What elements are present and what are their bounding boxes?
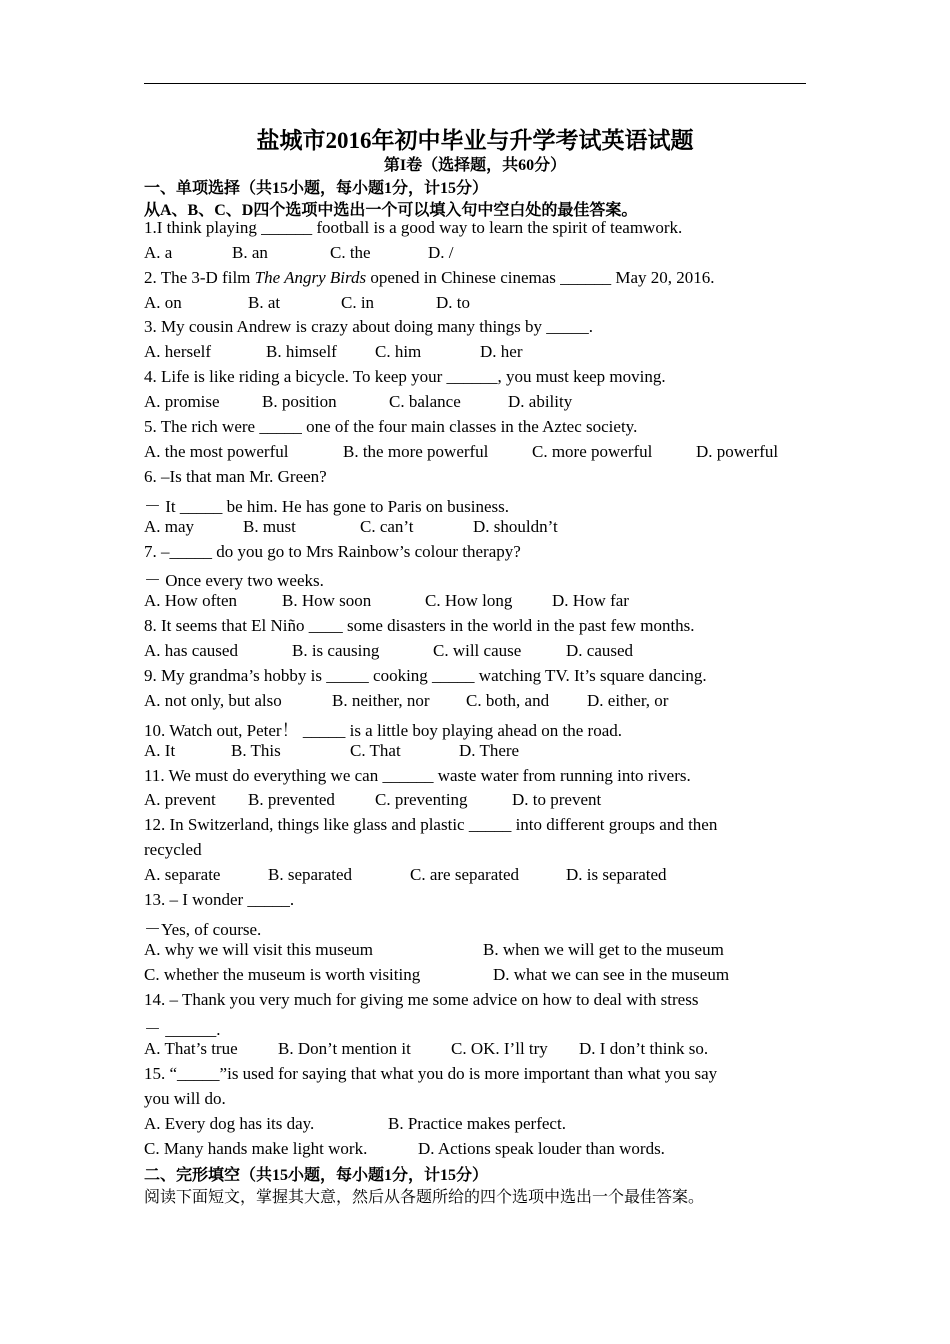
q8-option-a: A. has caused [144,641,238,660]
q11-options [144,790,824,812]
q7-option-c: C. How long [425,591,513,610]
q12-options [144,865,824,887]
q6-options [144,517,824,539]
q3-stem: 3. My cousin Andrew is crazy about doing many things by _____. [144,317,594,336]
q4-options [144,392,824,414]
q14-option-d: D. I don’t think so. [579,1039,709,1058]
q11-stem: 11. We must do everything we can ______ waste water from running into rivers. [144,766,691,785]
page-title: 盐城市2016年初中毕业与升学考试英语试题 [256,128,694,153]
q15-option-b: B. Practice makes perfect. [388,1114,566,1133]
q8-option-d: D. caused [566,641,634,660]
q13-options-row1 [144,940,824,962]
q6-option-d: D. shouldn’t [473,517,558,536]
q7-option-d: D. How far [552,591,629,610]
q11-option-b: B. prevented [248,790,335,809]
q3-option-a: A. herself [144,342,212,361]
q7-options [144,591,824,613]
q2-option-b: B. at [248,293,281,312]
q15-option-c: C. Many hands make light work. [144,1139,368,1158]
q2-film-title: The Angry Birds [254,268,367,287]
q11-option-c: C. preventing [375,790,468,809]
q1-options [144,243,824,265]
q15-option-a: A. Every dog has its day. [144,1114,315,1133]
q8-options [144,641,824,663]
q6-option-a: A. may [144,517,195,536]
q13-option-a: A. why we will visit this museum [144,940,374,959]
q9-option-d: D. either, or [587,691,669,710]
q15-stem: 15. “_____”is used for saying that what you do is more important than what you say [144,1064,718,1083]
q9-stem: 9. My grandma’s hobby is _____ cooking _____ watching TV. It’s square dancing. [144,666,707,685]
q13-stem-reply: －Yes, of course. [144,920,262,939]
q3-option-c: C. him [375,342,422,361]
q9-options [144,691,824,713]
q1-option-c: C. the [330,243,371,262]
q2-option-c: C. in [341,293,375,312]
q13-options-row2 [144,965,824,987]
q14-stem: 14. – Thank you very much for giving me some advice on how to deal with stress [144,990,699,1009]
q12-stem: 12. In Switzerland, things like glass and plastic _____ into different groups and then [144,815,718,834]
q9-option-b: B. neither, nor [332,691,430,710]
q5-option-a: A. the most powerful [144,442,289,461]
q12-option-a: A. separate [144,865,221,884]
q2-option-a: A. on [144,293,182,312]
q5-options [144,442,824,464]
q15-options-row1 [144,1114,824,1136]
q10-option-b: B. This [231,741,281,760]
q2-options [144,293,824,315]
section2-heading: 二、完形填空（共15小题，每小题1分，计15分） [144,1167,489,1184]
q13-option-d: D. what we can see in the museum [493,965,730,984]
q3-option-b: B. himself [266,342,337,361]
q7-option-b: B. How soon [282,591,372,610]
q8-option-b: B. is causing [292,641,380,660]
q10-option-c: C. That [350,741,401,760]
q14-option-a: A. That’s true [144,1039,238,1058]
q7-stem-reply: － Once every two weeks. [144,571,324,590]
q3-option-d: D. her [480,342,523,361]
q8-option-c: C. will cause [433,641,522,660]
q2-option-d: D. to [436,293,470,312]
q1-option-a: A. a [144,243,173,262]
q6-stem: 6. –Is that man Mr. Green? [144,467,327,486]
section1-instruction: 从A、B、C、D四个选项中选出一个可以填入句中空白处的最佳答案。 [144,202,638,219]
q4-option-c: C. balance [389,392,461,411]
q13-option-b: B. when we will get to the museum [483,940,724,959]
q15-options-row2 [144,1139,824,1161]
q4-option-d: D. ability [508,392,573,411]
q6-stem-reply: － It _____ be him. He has gone to Paris on business. [144,497,509,516]
q14-options [144,1039,824,1061]
q10-option-a: A. It [144,741,176,760]
top-rule [144,83,806,84]
q8-stem: 8. It seems that El Niño ____ some disasters in the world in the past few months. [144,616,695,635]
q5-option-d: D. powerful [696,442,779,461]
q10-options [144,741,824,763]
q9-option-a: A. not only, but also [144,691,282,710]
q15-option-d: D. Actions speak louder than words. [418,1139,665,1158]
q4-stem: 4. Life is like riding a bicycle. To keep your ______, you must keep moving. [144,367,666,386]
q12-stem-cont: recycled [144,840,202,859]
q7-stem: 7. –_____ do you go to Mrs Rainbow’s colour therapy? [144,542,521,561]
q14-option-c: C. OK. I’ll try [451,1039,548,1058]
q11-option-a: A. prevent [144,790,216,809]
q12-option-b: B. separated [268,865,353,884]
q14-option-b: B. Don’t mention it [278,1039,411,1058]
page-subtitle: 第I卷（选择题，共60分） [383,157,567,174]
q13-stem: 13. – I wonder _____. [144,890,295,909]
q1-option-b: B. an [232,243,268,262]
section2-instruction: 阅读下面短文，掌握其大意，然后从各题所给的四个选项中选出一个最佳答案。 [144,1189,705,1206]
q4-option-a: A. promise [144,392,220,411]
q10-option-d: D. There [459,741,520,760]
q12-option-d: D. is separated [566,865,667,884]
q2-stem: 2. The 3-D film The Angry Birds opened in Chinese cinemas ______ May 20, 2016. [144,268,715,287]
q5-stem: 5. The rich were _____ one of the four main classes in the Aztec society. [144,417,638,436]
q10-stem: 10. Watch out, Peter！ _____ is a little boy playing ahead on the road. [144,721,622,740]
q4-option-b: B. position [262,392,337,411]
q12-option-c: C. are separated [410,865,520,884]
q15-stem-cont: you will do. [144,1089,226,1108]
q11-option-d: D. to prevent [512,790,602,809]
section1-heading: 一、单项选择（共15小题，每小题1分，计15分） [144,180,489,197]
q1-option-d: D. / [428,243,454,262]
q6-option-b: B. must [243,517,296,536]
q13-option-c: C. whether the museum is worth visiting [144,965,421,984]
q1-stem: 1.I think playing ______ football is a good way to learn the spirit of teamwork. [144,218,683,237]
q7-option-a: A. How often [144,591,238,610]
q5-option-c: C. more powerful [532,442,653,461]
q5-option-b: B. the more powerful [343,442,489,461]
q9-option-c: C. both, and [466,691,550,710]
q6-option-c: C. can’t [360,517,414,536]
q3-options [144,342,824,364]
q14-stem-reply: － ______. [144,1020,221,1039]
